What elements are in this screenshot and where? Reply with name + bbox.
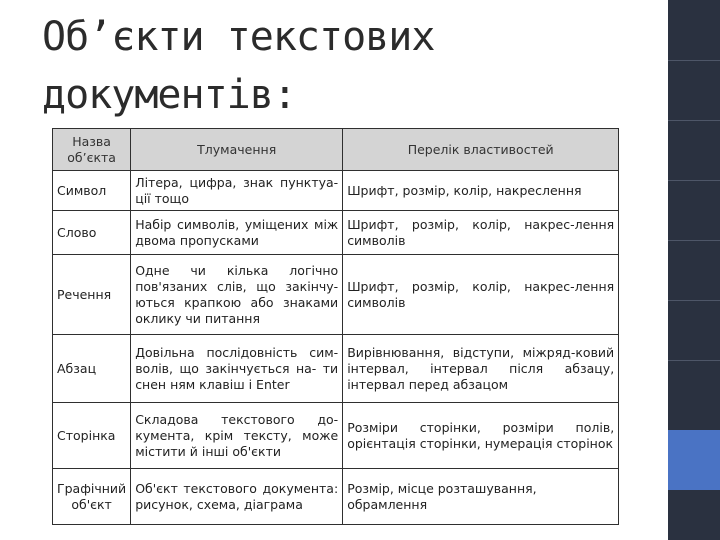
row-object-name: Сторінка — [53, 403, 131, 469]
row-meaning: Одне чи кілька логічно пов'язаних слів, що закінчу-ються крапкою або знаками оклику чи питання — [131, 255, 343, 335]
objects-table — [52, 128, 619, 525]
row-properties: Розміри сторінки, розміри полів, орієнтація сторінки, нумерація сторінок — [343, 403, 619, 469]
table-row — [53, 211, 619, 255]
side-bar-accent — [668, 430, 720, 490]
row-object-name: Абзац — [53, 335, 131, 403]
header-object-name: Назва об’єкта — [53, 129, 131, 171]
side-bar-divider — [668, 240, 720, 241]
row-meaning: Довільна послідовність сим-волів, що закінчується на- ти снен ням клавіш і Enter — [131, 335, 343, 403]
table-row — [53, 255, 619, 335]
slide-title-line-1: Об’єкти текстових — [42, 14, 435, 60]
row-object-name: Графічний об'єкт — [53, 469, 131, 525]
row-object-name: Символ — [53, 171, 131, 211]
side-bar-divider — [668, 120, 720, 121]
row-meaning: Об'єкт текстового документа: рисунок, схема, діаграма — [131, 469, 343, 525]
slide-title — [42, 8, 642, 124]
table-row — [53, 403, 619, 469]
side-bar-divider — [668, 360, 720, 361]
row-meaning: Складова текстового до-кумента, крім тексту, може містити й інші об'єкти — [131, 403, 343, 469]
row-properties: Шрифт, розмір, колір, накрес-лення символів — [343, 211, 619, 255]
table-row — [53, 335, 619, 403]
row-object-name: Речення — [53, 255, 131, 335]
side-bar-divider — [668, 300, 720, 301]
decorative-side-bar — [668, 0, 720, 540]
row-meaning: Літера, цифра, знак пунктуа-ції тощо — [131, 171, 343, 211]
row-properties: Вирівнювання, відступи, міжряд-ковий інтервал, інтервал після абзацу, інтервал перед абзацом — [343, 335, 619, 403]
table-row — [53, 469, 619, 525]
table-header-row — [53, 129, 619, 171]
side-bar-divider — [668, 180, 720, 181]
row-object-name: Слово — [53, 211, 131, 255]
row-properties: Розмір, місце розташування, обрамлення — [343, 469, 619, 525]
header-properties: Перелік властивостей — [343, 129, 619, 171]
slide-title-line-2: документів: — [42, 72, 296, 118]
row-properties: Шрифт, розмір, колір, накреслення — [343, 171, 619, 211]
row-properties: Шрифт, розмір, колір, накрес-лення символів — [343, 255, 619, 335]
side-bar-divider — [668, 60, 720, 61]
table-row — [53, 171, 619, 211]
row-meaning: Набір символів, уміщених між двома пропусками — [131, 211, 343, 255]
header-meaning: Тлумачення — [131, 129, 343, 171]
